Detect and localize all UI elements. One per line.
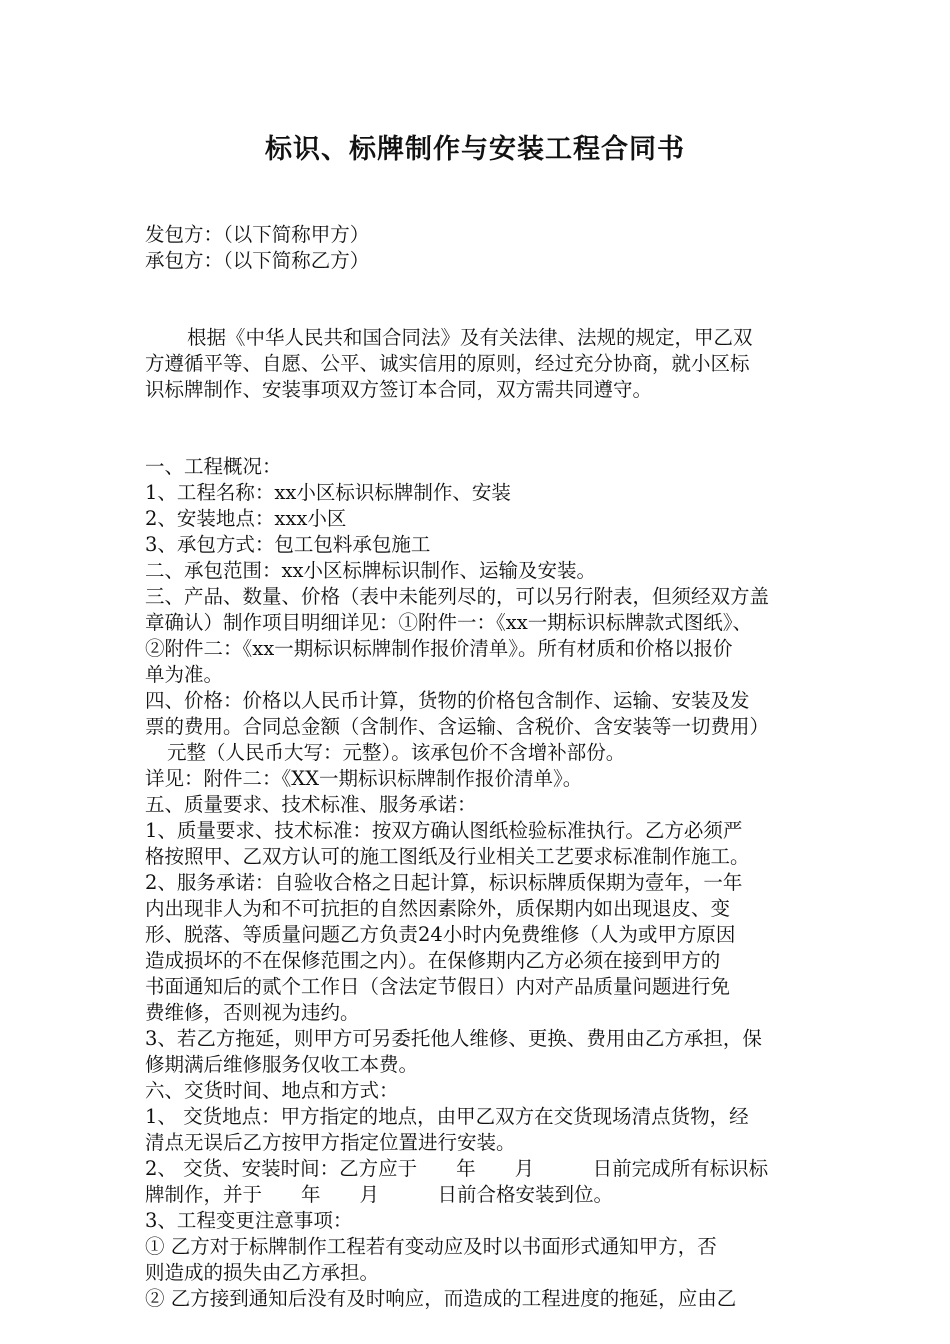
intro-line: 识标牌制作、安装事项双方签订本合同，双方需共同遵守。	[145, 378, 653, 401]
document-title: 标识、标牌制作与安装工程合同书	[265, 134, 685, 165]
body-line: 2、 交货、安装时间：乙方应于 年 月 日前完成所有标识标	[145, 1157, 769, 1180]
section-heading: 三、产品、数量、价格（表中未能列尽的，可以另行附表，但须经双方盖	[145, 585, 770, 608]
body-line: 3、若乙方拖延，则甲方可另委托他人维修、更换、费用由乙方承担，保	[145, 1027, 762, 1050]
body-line: 形、脱落、等质量问题乙方负责24小时内免费维修（人为或甲方原因	[145, 923, 736, 946]
body-line: 2、安装地点：xxx小区	[145, 507, 347, 530]
body-line: ① 乙方对于标牌制作工程若有变动应及时以书面形式通知甲方，否	[145, 1235, 717, 1258]
spacer	[145, 403, 813, 429]
body-line: 1、质量要求、技术标准：按双方确认图纸检验标准执行。乙方必须严	[145, 819, 743, 842]
spacer	[145, 274, 813, 300]
party-a-line: 发包方：（以下简称甲方）	[145, 223, 370, 246]
spacer	[145, 429, 813, 454]
body-line: 造成损坏的不在保修范围之内）。在保修期内乙方必须在接到甲方的	[145, 949, 721, 972]
body-line: 票的费用。合同总金额（含制作、含运输、含税价、含安装等一切费用）	[145, 715, 770, 738]
body-line: 牌制作，并于 年 月 日前合格安装到位。	[145, 1183, 614, 1206]
body-line: ②附件二：《xx一期标识标牌制作报价清单》。所有材质和价格以报价	[145, 637, 733, 660]
body-line: ② 乙方接到通知后没有及时响应，而造成的工程进度的拖延，应由乙	[145, 1287, 737, 1310]
body-line: 则造成的损失由乙方承担。	[145, 1261, 380, 1284]
intro-line: 方遵循平等、自愿、公平、诚实信用的原则，经过充分协商，就小区标	[145, 352, 750, 375]
body-line: 1、 交货地点：甲方指定的地点，由甲乙双方在交货现场清点货物，经	[145, 1105, 749, 1128]
body-line: 3、工程变更注意事项：	[145, 1209, 353, 1232]
section-heading: 二、承包范围：xx小区标牌标识制作、运输及安装。	[145, 559, 596, 582]
body-line: 元整（人民币大写：元整）。该承包价不含增补部份。	[167, 741, 626, 764]
body-line: 费维修，否则视为违约。	[145, 1001, 360, 1024]
body-line: 详见：附件二：《XX一期标识标牌制作报价清单》。	[145, 767, 583, 790]
body-line: 单为准。	[145, 663, 224, 686]
intro-line: 根据《中华人民共和国合同法》及有关法律、法规的规定，甲乙双	[187, 326, 753, 349]
body-line: 内出现非人为和不可抗拒的自然因素除外，质保期内如出现退皮、变	[145, 897, 731, 920]
body-line: 清点无误后乙方按甲方指定位置进行安装。	[145, 1131, 516, 1154]
body-line: 3、承包方式：包工包料承包施工	[145, 533, 431, 556]
party-b-line: 承包方：（以下简称乙方）	[145, 249, 370, 272]
body-line: 格按照甲、乙双方认可的施工图纸及行业相关工艺要求标准制作施工。	[145, 845, 750, 868]
document-body	[145, 222, 813, 1312]
body-line: 书面通知后的贰个工作日（含法定节假日）内对产品质量问题进行免	[145, 975, 731, 998]
spacer	[145, 300, 813, 325]
section-heading: 一、工程概况：	[145, 455, 282, 478]
body-line: 修期满后维修服务仅收工本费。	[145, 1053, 419, 1076]
body-line: 2、服务承诺：自验收合格之日起计算，标识标牌质保期为壹年，一年	[145, 871, 743, 894]
section-heading: 五、质量要求、技术标准、服务承诺：	[145, 793, 477, 816]
section-heading: 六、交货时间、地点和方式：	[145, 1079, 399, 1102]
body-line: 章确认）制作项目明细详见：①附件一：《xx一期标识标牌款式图纸》、	[145, 611, 752, 634]
body-line: 1、工程名称：xx小区标识标牌制作、安装	[145, 481, 511, 504]
section-heading: 四、价格：价格以人民币计算，货物的价格包含制作、运输、安装及发	[145, 689, 750, 712]
